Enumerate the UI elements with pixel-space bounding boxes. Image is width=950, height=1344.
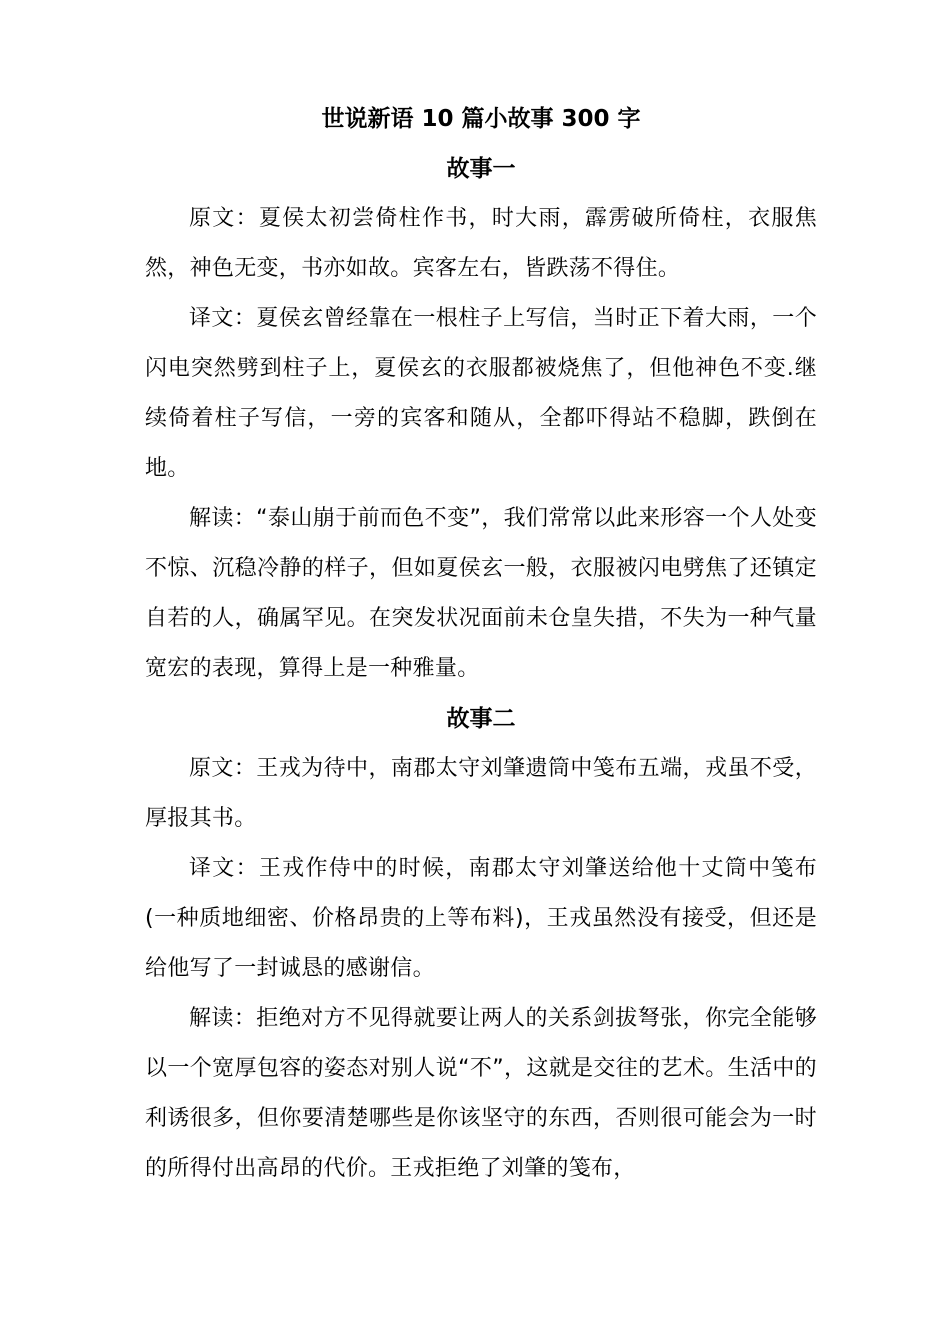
story-two-interpretation: 解读：拒绝对方不见得就要让两人的关系剑拔弩张，你完全能够以一个宽厚包容的姿态对别人说“不”，这就是交往的艺术。生活中的利诱很多，但你要清楚哪些是你该坚守的东西，否则很可能会为一时的所得付出高昂的代价。王戎拒绝了刘肇的笺布， <box>145 1006 817 1181</box>
document-page <box>145 94 817 1194</box>
story-two-section <box>145 694 817 1194</box>
story-one-heading: 故事一 <box>446 156 516 182</box>
story-two-heading: 故事二 <box>446 706 516 732</box>
story-two-original-text: 原文：王戎为待中，南郡太守刘肇遗筒中笺布五端，戎虽不受，厚报其书。 <box>145 756 817 831</box>
story-one-section <box>145 144 817 694</box>
story-two-translation: 译文：王戎作侍中的时候，南郡太守刘肇送给他十丈筒中笺布(一种质地细密、价格昂贵的上等布料)，王戎虽然没有接受，但还是给他写了一封诚恳的感谢信。 <box>145 856 817 981</box>
story-one-interpretation: 解读：“泰山崩于前而色不变”，我们常常以此来形容一个人处变不惊、沉稳冷静的样子，但如夏侯玄一般，衣服被闪电劈焦了还镇定自若的人，确属罕见。在突发状况面前未仓皇失措，不失为一种气量宽宏的表现，算得上是一种雅量。 <box>145 506 817 681</box>
story-one-translation: 译文：夏侯玄曾经靠在一根柱子上写信，当时正下着大雨，一个闪电突然劈到柱子上，夏侯玄的衣服都被烧焦了，但他神色不变.继续倚着柱子写信，一旁的宾客和随从，全都吓得站不稳脚，跌倒在地。 <box>145 306 817 481</box>
document-title: 世说新语 10 篇小故事 300 字 <box>321 106 641 132</box>
story-one-original-text: 原文：夏侯太初尝倚柱作书，时大雨，霹雳破所倚柱，衣服焦然，神色无变，书亦如故。宾客左右，皆跌荡不得住。 <box>145 206 817 281</box>
